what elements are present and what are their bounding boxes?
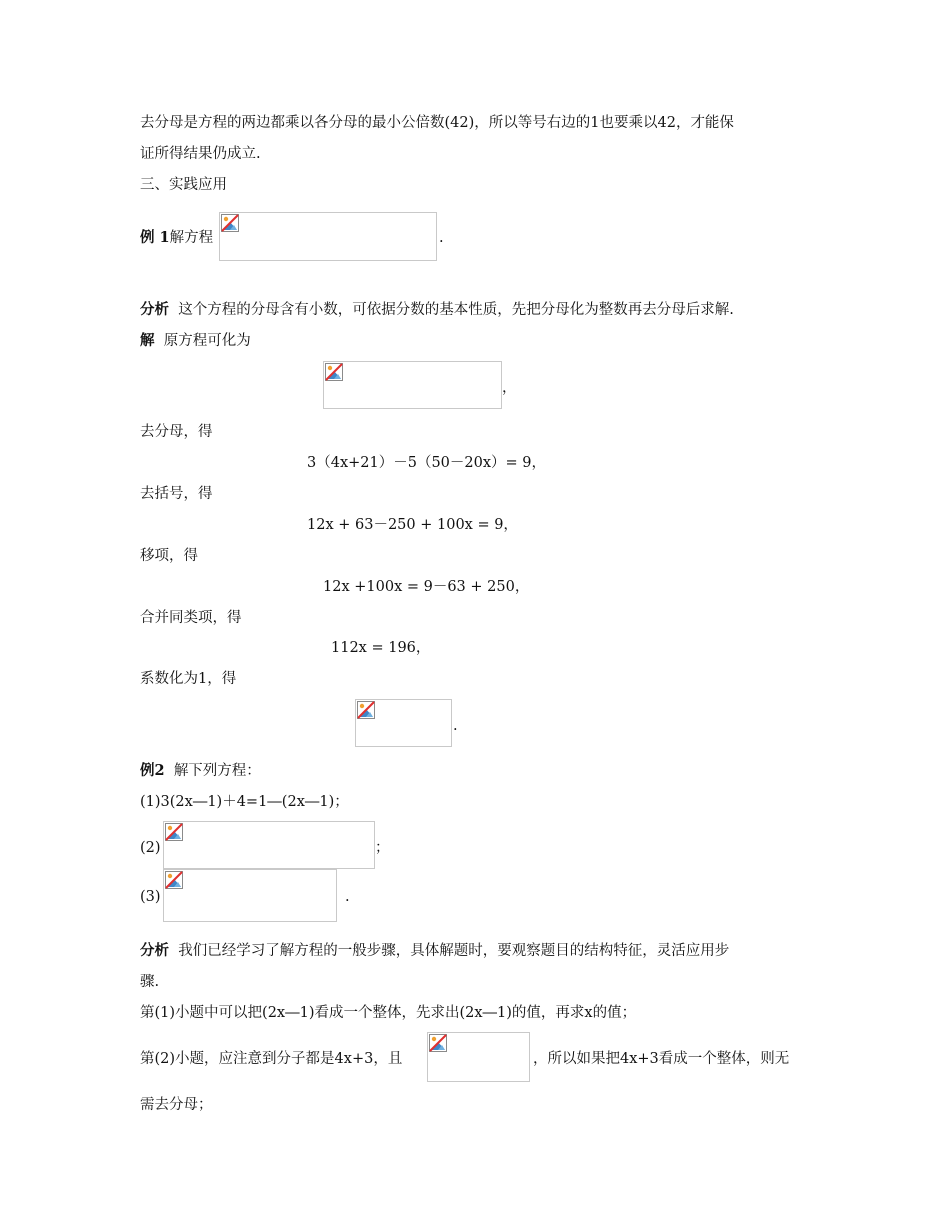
example1-label: 例 1 <box>140 229 170 246</box>
equation-2: 12x + 63－250 + 100x = 9， <box>307 517 518 533</box>
equation-1: 3（4x+21）－5（50－20x）= 9， <box>307 455 547 471</box>
equation-3: 12x +100x = 9－63 + 250， <box>323 579 530 595</box>
broken-image-icon <box>325 363 343 381</box>
example2-item-2-tail: ； <box>375 840 390 856</box>
analysis-label: 分析 <box>140 301 169 318</box>
step-5-label: 系数化为1，得 <box>140 671 237 687</box>
analysis2-line-2: 骤. <box>140 974 160 990</box>
example2-item-2-image <box>163 821 375 869</box>
analysis2-label: 分析 <box>140 942 169 959</box>
step-1-label: 去分母，得 <box>140 424 213 440</box>
example1-heading <box>140 228 213 248</box>
broken-image-icon <box>357 701 375 719</box>
result-end-dot: . <box>453 718 458 734</box>
example1-solution <box>140 331 251 351</box>
solution-text: 原方程可化为 <box>163 333 251 349</box>
example2-item-1: (1)3(2x―1)＋4=1―(2x―1)； <box>140 794 349 810</box>
intro-line-2: 证所得结果仍成立. <box>140 146 261 162</box>
rewritten-equation-image <box>323 361 502 409</box>
example2-item-3-label: (3) <box>140 889 161 905</box>
intro-line-1: 去分母是方程的两边都乘以各分母的最小公倍数(42)，所以等号右边的1也要乘以42，才能保 <box>140 115 734 131</box>
result-equation-image <box>355 699 452 747</box>
example2-heading <box>140 761 261 781</box>
example2-text: 解下列方程： <box>173 763 261 779</box>
example2-item-3-tail: . <box>345 889 350 905</box>
broken-image-icon <box>165 823 183 841</box>
broken-image-icon <box>165 871 183 889</box>
note-2-part-c: 需去分母； <box>140 1097 213 1113</box>
rewritten-equation-comma: ， <box>502 380 517 396</box>
example2-label: 例2 <box>140 762 165 779</box>
section-title: 三、实践应用 <box>140 177 227 193</box>
example1-analysis <box>140 300 734 320</box>
broken-image-icon <box>221 214 239 232</box>
example2-item-3-image <box>163 869 337 922</box>
example1-equation-image <box>219 212 437 261</box>
example2-item-2-label: (2) <box>140 840 161 856</box>
note-1: 第(1)小题中可以把(2x―1)看成一个整体，先求出(2x―1)的值，再求x的值； <box>140 1005 637 1021</box>
step-3-label: 移项，得 <box>140 548 198 564</box>
broken-image-icon <box>429 1034 447 1052</box>
step-2-label: 去括号，得 <box>140 486 213 502</box>
step-4-label: 合并同类项，得 <box>140 610 242 626</box>
equation-4: 112x = 196， <box>331 640 431 656</box>
solution-label: 解 <box>140 332 155 349</box>
analysis2-line-1: 我们已经学习了解方程的一般步骤，具体解题时，要观察题目的结构特征，灵活应用步 <box>178 943 730 959</box>
analysis-text: 这个方程的分母含有小数，可依据分数的基本性质，先把分母化为整数再去分母后求解. <box>178 302 734 318</box>
note-2-part-b: ，所以如果把4x+3看成一个整体，则无 <box>533 1051 790 1067</box>
note-2-image <box>427 1032 530 1082</box>
example1-tail: . <box>439 230 444 246</box>
note-2-part-a: 第(2)小题，应注意到分子都是4x+3，且 <box>140 1051 403 1067</box>
example1-text: 解方程 <box>169 230 214 246</box>
example2-analysis <box>140 941 729 961</box>
